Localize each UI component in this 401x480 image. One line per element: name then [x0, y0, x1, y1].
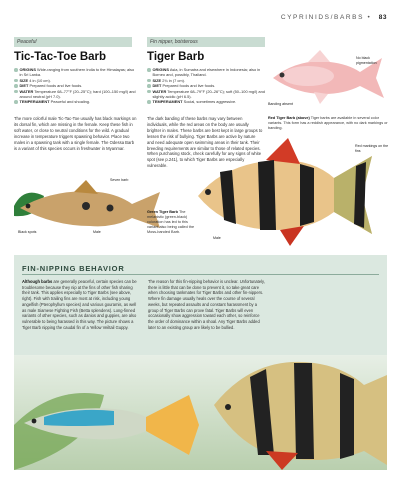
fact-value: Prepared foods and live foods. [162, 83, 216, 89]
caption-red-tiger-bold: Red Tiger Barb (above) [268, 116, 310, 120]
fact-text [20, 67, 139, 78]
label-male-right: Male [213, 236, 221, 240]
caption-red-tiger-text: Tiger barbs are available in several color variants. This form has a reddish appearance, with no dark markings or banding. [268, 116, 388, 130]
panel-text-col2: The reason for this fin-nipping behavior is unclear. Unfortunately, there is little that can be done to prevent it, so take great care when choosing tankmates for Tiger Barbs and other fin-nippers. Where fin damage usually heals over the course of several weeks, but repeated assaults and constant harassment by a group of Tiger Barbs can prove fatal. Tiger Barbs will even occasionally show aggression toward each other, so reinforce the order of dominance within a shoal. Any Tiger Barbs added later to an existing group are likely to be bullied. [148, 279, 265, 330]
fact-list-right [147, 67, 265, 105]
page-number: 83 [378, 14, 387, 21]
fact-value: 4 in (10 cm). [29, 77, 51, 83]
fact-value: 2¾ in (7 cm). [162, 77, 185, 83]
fact-bullet-icon [147, 68, 151, 72]
caption-red-tiger-barb [268, 116, 388, 131]
header-bullet: • [367, 14, 372, 21]
fact-bullet-icon [147, 84, 151, 88]
fact-text [20, 89, 139, 100]
fact-text [20, 99, 91, 104]
fact-label: DIET [152, 83, 162, 89]
panel-heading: FIN-NIPPING BEHAVIOR [22, 264, 125, 273]
left-fact-origins [14, 67, 138, 78]
temperament-bar-left [14, 37, 132, 47]
label-black-spots: Black spots [18, 230, 37, 234]
fact-value: Wide-ranging from southern India to the Himalayas; also in Sri Lanka. [19, 67, 135, 78]
fact-label: TEMPERAMENT [152, 99, 183, 105]
caption-green-tiger-bold: Green Tiger Barb [147, 210, 178, 214]
fact-label: ORIGINS [152, 67, 169, 72]
fact-bullet-icon [14, 100, 18, 104]
label-no-black-pigmentation: No black pigmentation [356, 56, 377, 65]
article-title-right: Tiger Barb [147, 51, 205, 63]
body-text-right: The dark banding of these barbs may vary between individuals, while the red areas on the body are usually brighter in males. These barbs are best kept in large groups to lessen the risk of bullying. Tiger Barbs are active by nature and need adequate open swimming areas in their tank. Their breeding requirements are similar to those of related species. When purchasing stock, check carefully for any signs of white spot (see p.241), to which Tiger Barbs are especially vulnerable. [147, 116, 263, 169]
running-header [281, 14, 387, 21]
fact-value: Prepared foods and live foods. [29, 83, 83, 89]
label-banding-absent: Banding absent [268, 102, 293, 106]
fact-bullet-icon [147, 100, 151, 104]
fact-label: ORIGINS [19, 67, 36, 72]
fact-bullet-icon [147, 79, 151, 83]
right-fact-water [147, 89, 265, 100]
fact-bullet-icon [14, 68, 18, 72]
section-title: CYPRINIDS/BARBS [280, 14, 365, 21]
label-male-left: Male [93, 230, 101, 234]
fact-bullet-icon [14, 79, 18, 83]
tiger-barb-illustration [196, 138, 376, 248]
fact-value: Social, sometimes aggressive. [183, 99, 237, 105]
fact-text [153, 99, 237, 104]
fact-list-left [14, 67, 138, 105]
body-text-left: The more colorful male Tic-Tac-Toe usually has black markings on its dorsal fin, which are missing in the female. Keep these fish in soft water, or close to neutral conditions for the wild. A gradual increase in temperature triggers spawning behavior. Place two males in a spawning tank with a single female. The Odessa Barb is a variant of this species occurs in freshwater in Myanmar. [14, 116, 137, 151]
left-fact-temperament [14, 99, 138, 104]
right-fact-temperament [147, 99, 265, 104]
fact-value: Asia, in Sumatra and elsewhere in Indonesia; also in Borneo and, possibly, Thailand. [152, 67, 261, 78]
fact-label: SIZE [152, 77, 162, 83]
label-seven-barb: Seven barb [110, 178, 129, 182]
right-fact-origins [147, 67, 265, 78]
caption-green-tiger-text: The melanistic (green-black) coloration has led to this variant also being called the Moss-banded Barb. [147, 210, 195, 234]
temperament-label-left: Peaceful [17, 39, 37, 45]
fact-value: Temperature 68–77°F (20–25°C); hard (100–150 mg/l) and around neutral (pH 7.0). [19, 88, 136, 100]
label-red-markings: Red markings on the fins [355, 144, 389, 153]
article-title-left: Tic-Tac-Toe Barb [14, 51, 107, 63]
fin-nipping-panel [14, 255, 387, 470]
fact-text [153, 67, 266, 78]
fact-bullet-icon [147, 90, 151, 94]
fact-bullet-icon [14, 84, 18, 88]
fact-value: Peaceful and shoaling. [50, 99, 91, 105]
fin-nipping-photo [14, 355, 387, 470]
fact-text [153, 89, 266, 100]
temperament-label-right: Fin nipper, boisterous [150, 39, 198, 45]
panel-col1-text: are generally peaceful, certain species can be troublesome because they nip at the fins of other fish sharing their tank. This applies especially to Tiger Barbs (see above, right). Fish with trailing fins are most at risk, including young angelfish (Pterophyllum species) and various gouramis, as well as male Siamese Fighting Fish (Betta splendens). Long-finned variants of other species, such as danios and guppies, are also vulnerable to being harassed in this way. The picture shows a Tiger Barb nipping the caudal fin of a Yellow Veiltail Guppy. [22, 279, 137, 330]
panel-divider [22, 274, 379, 275]
fact-label: WATER [19, 88, 34, 94]
fact-label: WATER [152, 88, 167, 94]
left-fact-water [14, 89, 138, 100]
fact-bullet-icon [14, 90, 18, 94]
panel-text-col1 [22, 279, 140, 330]
temperament-bar-right [147, 37, 265, 47]
fact-label: TEMPERAMENT [19, 99, 50, 105]
tic-tac-toe-barb-illustration [14, 176, 164, 238]
panel-lead: Although barbs [22, 279, 53, 284]
caption-green-tiger-barb [147, 210, 197, 235]
fact-label: SIZE [19, 77, 29, 83]
fact-label: DIET [19, 83, 29, 89]
fact-value: Temperature 68–79°F (20–26°C); soft (50–100 mg/l) and slightly acidic (pH 6.5). [152, 88, 265, 100]
